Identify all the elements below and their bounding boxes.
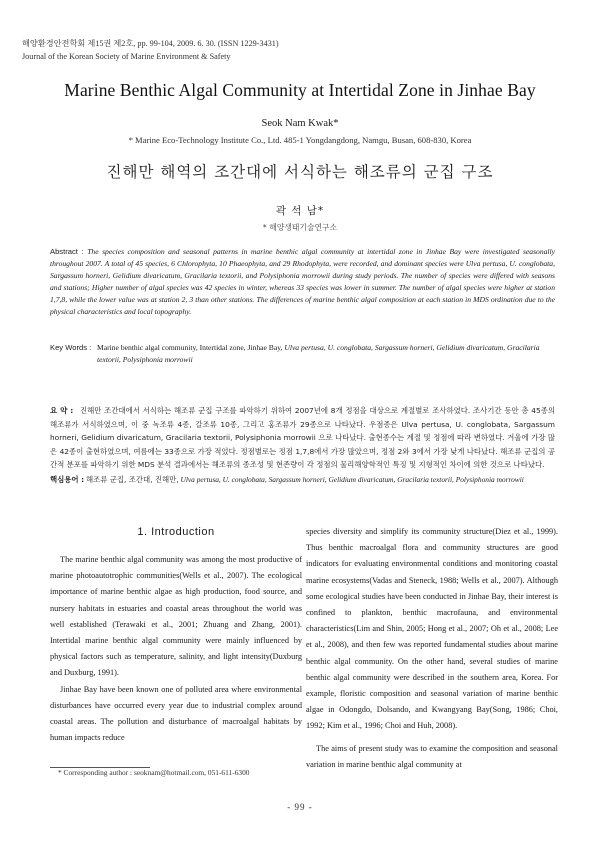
- korean-keywords-species: Ulva pertusa, U. conglobata, Sargassum horneri, Gelidium divaricatum, Gracilaria textorii, Polysiphonia morrowii: [180, 475, 524, 484]
- korean-abstract-label: 요 약 :: [50, 406, 74, 415]
- journal-header: [22, 38, 279, 63]
- korean-affiliation: * 해양생태기술연구소: [262, 223, 338, 232]
- author-affiliation: * Marine Eco-Technology Institute Co., Ltd. 485-1 Yongdangdong, Namgu, Busan, 608-830, Korea: [128, 135, 472, 145]
- korean-abstract-text: 진해만 조간대에서 서식하는 해조류 군집 구조를 파악하기 위하여 2007년에 8개 정점을 대상으로 계절별로 조사하였다. 조사기간 동안 총 45종의 해조류가 서식하였으며, 이 중 녹조류 4종, 갈조류 10종, 그리고 홍조류가 29종으로 나타났다. 우점종은 Ulva pertusa, U. conglobata, Sargassum horneri, Gelidium divaricatum, Gracilaria textorii, Polysiphonia morrowii 으로 나타났다. 출현종수는 계절 및 정점에 따라 변하였다. 겨울에 가장 많은 42종이 출현하였으며, 여름에는 33종으로 가장 적었다. 정점별로는 정점 1,7,8에서 가장 많았으며, 정점 2와 3에서 가장 낮게 나타났다. 해조류 군집의 공간적 분포를 파악하기 위한 MDS 분석 결과에서는 해조류의 종조성 및 현존량이 각 정점의 물리해양학적인 특징 및 지형적인 차이에 의한 것으로 나타났다.: [50, 406, 555, 470]
- abstract-label: Abstract :: [50, 247, 84, 256]
- korean-keywords-plain: 해조류 군집, 조간대, 진해만,: [86, 475, 179, 484]
- intro-paragraph-3: The aims of present study was to examine the composition and seasonal variation in marine benthic algal community at: [306, 743, 558, 769]
- keywords-label: Key Words :: [50, 343, 92, 352]
- abstract: [50, 246, 555, 318]
- journal-citation-line: 해양환경안전학회 제15권 제2호, pp. 99-104, 2009. 6. 30. (ISSN 1229-3431): [22, 39, 279, 48]
- abstract-text: The species composition and seasonal patterns in marine benthic algal community at intertidal zone in Jinhae Bay were investigated seasonally throughout 2007. A total of 45 species, 6 Chlorophyta, 10 Phaeophyta, and 29 Rhodophyta, were recorded, and dominant species were Ulva pertusa, U. conglobata, Sargassum horneri, Gelidium divaricatum, Gracilaria textorii, and Polysiphonia morrowii during study periods. The number of species were differed with seasons and stations; Higher number of algal species was 42 species in winter, whereas 33 species was lower in summer. The number of algal species were higher at station 1,7,8, while the lower value was at station 2, 3 than other stations. The differences of marine benthic algal composition at each station in MDS ordination due to the physical characteristics and local topography.: [50, 247, 556, 316]
- paper-title: Marine Benthic Algal Community at Intertidal Zone in Jinhae Bay: [64, 80, 536, 100]
- intro-paragraph-1: The marine benthic algal community was among the most productive of marine photoautotrophic communities(Wells et al., 2007). The ecological importance of marine benthic algae as high production, food source, and nursery habitats in estuaries and coastal areas throughout the world was well established (Terawaki et al., 2001; Zhuang and Zhang, 2001). Intertidal marine benthic algal community were mainly influenced by physical factors such as temperature, salinity, and light intensity(Duxburg and Duxburg, 1991).: [50, 555, 302, 678]
- body-column-left: [50, 524, 302, 746]
- keywords: [50, 342, 555, 366]
- body-column-right: [306, 524, 558, 773]
- korean-author-name: 곽 석 남*: [275, 205, 325, 217]
- page-number: - 99 -: [287, 802, 313, 812]
- korean-abstract: [50, 404, 555, 472]
- korean-keywords-label: 핵심용어 :: [50, 475, 85, 484]
- korean-keywords: [50, 474, 555, 486]
- keywords-plain: Marine benthic algal community, Intertidal zone, Jinhae Bay,: [97, 343, 283, 352]
- intro-paragraph-2: Jinhae Bay have been known one of polluted area where environmental disturbances have occurred every year due to industrial complex around coastal areas. The pollution and disturbance of macroalgal habitats by human impacts reduce: [50, 684, 302, 743]
- intro-paragraph-2-continued: species diversity and simplify its community structure(Diez et al., 1999). Thus benthic macroalgal flora and community structures are good indicators for evaluating environmental conditions and monitoring coastal marine ecosystems(Vadas and Steneck, 1988; Wells et al., 2007). Although some ecological studies have been conducted in Jinhae Bay, their interest is confined to plankton, benthic macrofauna, and environmental characteristics(Lim and Shin, 2005; Hong et al., 2007; Oh et al., 2008; Lee et al., 2008), and then few was reported fundamental studies about marine benthic algal community. On the other hand, several studies of marine benthic algal community were described in the southern area, Korea. For example, floristic composition and seasonal variation of marine benthic algae in Odongdo, Dolsando, and Kwangyang Bay(Song, 1986; Choi, 1992; Kim et al., 1996; Choi and Huh, 2008).: [306, 527, 558, 731]
- corresponding-author-footnote: * Corresponding author : seoknam@hotmail.com, 051-611-6300: [58, 768, 250, 777]
- keywords-species: Ulva pertusa, U. conglobata, Sargassum horneri, Gelidium divaricatum, Gracilaria textorii, Polysiphonia morrowii: [97, 343, 540, 364]
- journal-name-line: Journal of the Korean Society of Marine Environment & Safety: [22, 51, 231, 61]
- section-heading-introduction: 1. Introduction: [137, 526, 215, 538]
- author-name: Seok Nam Kwak*: [261, 118, 339, 129]
- korean-title: 진해만 해역의 조간대에 서식하는 해조류의 군집 구조: [106, 163, 494, 181]
